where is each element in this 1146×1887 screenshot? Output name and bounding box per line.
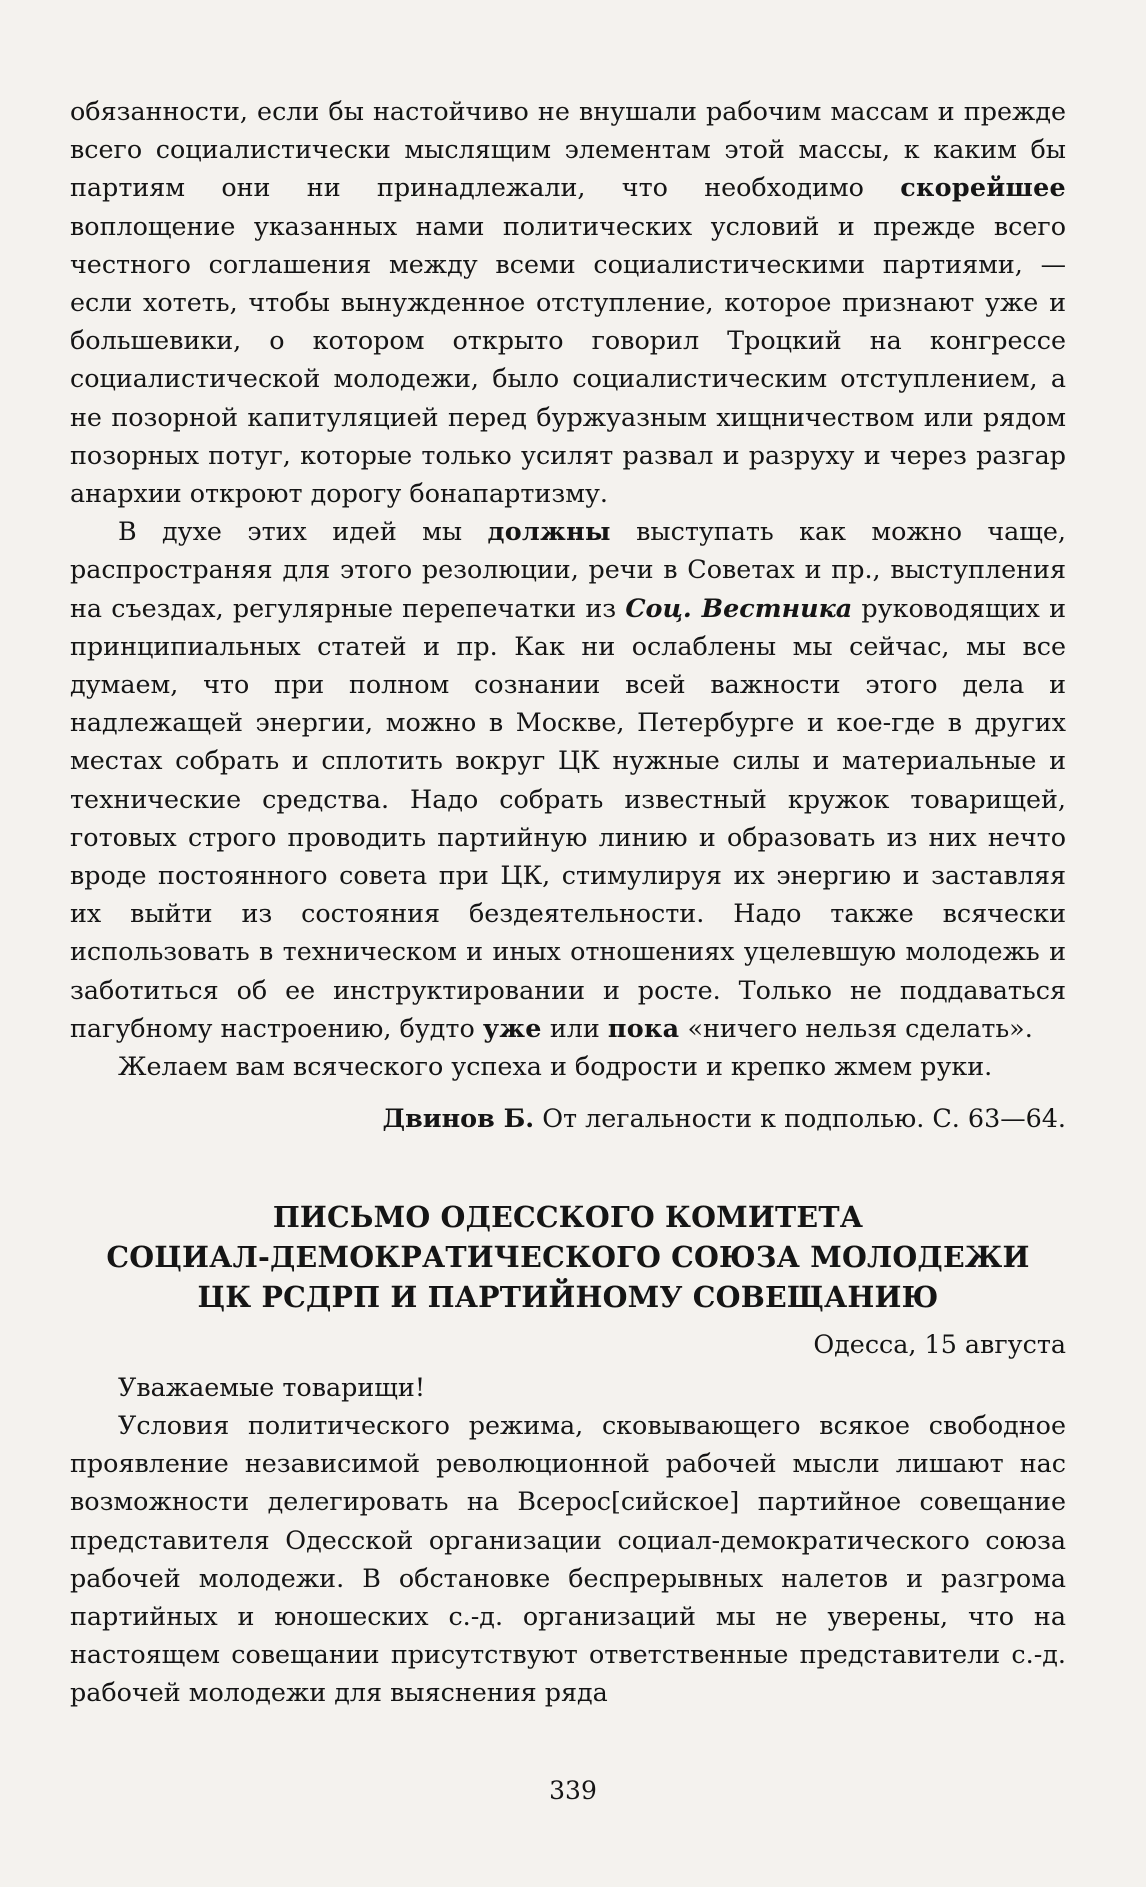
text-run: выступать как можно чаще, распространяя для этого резолюции, речи в Советах и пр., выступления на съездах, регулярные перепечатки из	[70, 516, 1066, 623]
place-date: Одесса, 15 августа	[813, 1329, 1066, 1360]
page-number: 339	[549, 1776, 597, 1805]
paragraph	[70, 92, 1066, 512]
paragraph	[70, 1047, 1066, 1085]
bold-emphasis: пока	[607, 1012, 680, 1043]
text-run: «ничего нельзя сделать».	[679, 1012, 1033, 1043]
text-run: воплощение указанных нами политических условий и прежде всего честного соглашения между всеми социалистическими партиями, — если хотеть, чтобы вынужденное отступление, которое признают уже и большевики, о котором открыто говорил Троцкий на конгрессе социалистической молодежи, было социалистическим отступлением, а не позорной капитуляцией перед буржуазным хищничеством или рядом позорных потуг, которые только усилят развал и разруху и через разгар анархии откроют дорогу бонапартизму.	[70, 210, 1066, 509]
body-part-1	[70, 92, 1066, 1085]
paragraph	[70, 512, 1066, 1047]
source-author: Двинов Б.	[382, 1103, 535, 1134]
section-heading	[70, 1197, 1066, 1317]
text-run: Условия политического режима, сковывающего всякое свободное проявление независимой революционной рабочей мысли лишают нас возможности делегировать на Всерос[сийское] партийное совещание представителя Одесской организации социал-демократического союза рабочей молодежи. В обстановке беспрерывных налетов и разгрома партийных и юношеских с.-д. организаций мы не уверены, что на настоящем совещании присутствуют ответственные представители с.-д. рабочей молодежи для выяснения ряда	[70, 1409, 1066, 1708]
body-part-2	[70, 1406, 1066, 1712]
bold-emphasis: уже	[482, 1012, 542, 1043]
bold-emphasis: скорейшее	[900, 172, 1066, 203]
paragraph	[70, 1406, 1066, 1712]
text-run: Желаем вам всяческого успеха и бодрости и крепко жмем руки.	[118, 1051, 993, 1082]
text-run: руководящих и принципиальных статей и пр. Как ни ослаблены мы сейчас, мы все думаем, что при полном сознании всей важности этого дела и надлежащей энергии, можно в Москве, Петербурге и кое-где в других местах собрать и сплотить вокруг ЦК нужные силы и материальные и технические средства. Надо собрать известный кружок товарищей, готовых строго проводить партийную линию и образовать из них нечто вроде постоянного совета при ЦК, стимулируя их энергию и заставляя их выйти из состояния бездеятельности. Надо также всячески использовать в техническом и иных отношениях уцелевшую молодежь и заботиться об ее инструктировании и росте. Только не поддаваться пагубному настроению, будто	[70, 592, 1066, 1043]
heading-line-2: СОЦИАЛ-ДЕМОКРАТИЧЕСКОГО СОЮЗА МОЛОДЕЖИ	[106, 1240, 1030, 1275]
heading-line-3: ЦК РСДРП И ПАРТИЙНОМУ СОВЕЩАНИЮ	[197, 1280, 939, 1315]
salutation: Уважаемые товарищи!	[118, 1371, 426, 1402]
text-run: В духе этих идей мы	[118, 516, 488, 547]
source-title: От легальности к подполью. С. 63—64.	[534, 1103, 1066, 1134]
text-run: обязанности, если бы настойчиво не внушали рабочим массам и прежде всего социалистически мыслящим элементам этой массы, к каким бы партиям они ни принадлежали, что необходимо	[70, 96, 1066, 203]
source-citation	[70, 1099, 1066, 1137]
heading-line-1: ПИСЬМО ОДЕССКОГО КОМИТЕТА	[272, 1200, 864, 1235]
text-run: или	[541, 1012, 608, 1043]
journal-title: Соц. Вестника	[625, 592, 853, 623]
document-page	[70, 92, 1066, 1712]
bold-emphasis: должны	[487, 516, 611, 547]
